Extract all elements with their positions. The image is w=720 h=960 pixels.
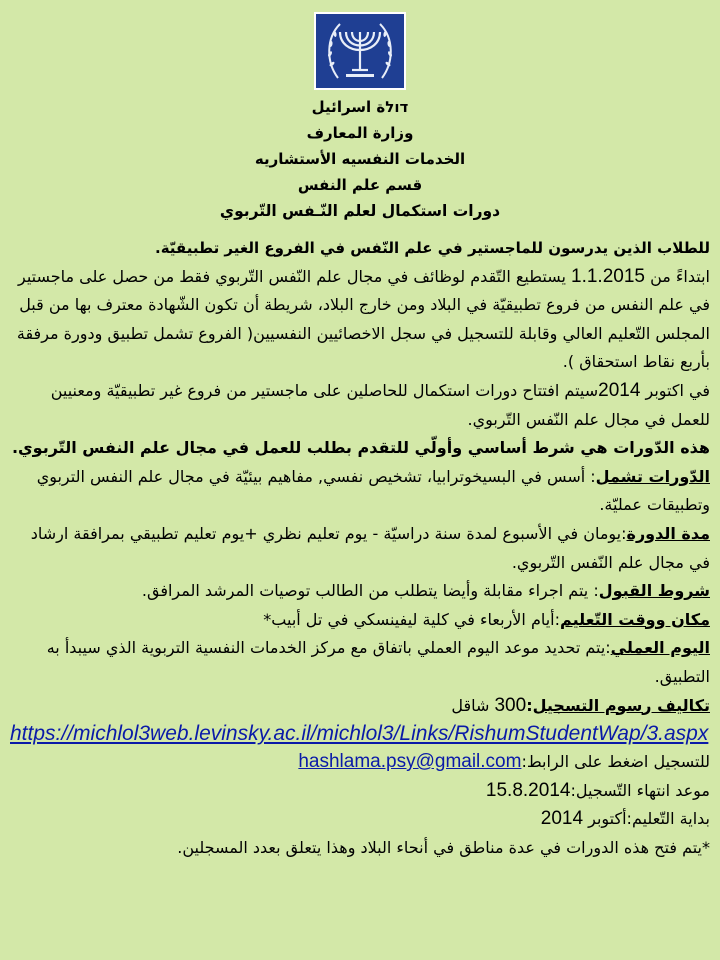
opening-year: 2014 [598,379,641,401]
service-name: الخدمات النفسيه الأستشاريه [254,150,466,168]
registration-link[interactable]: https://michlol3web.levinsky.ac.il/michlol3/Links/RishumStudentWap/3.aspx [10,722,709,746]
opening-paragraph: في اكتوبر 2014سيتم افتتاح دورات استكمال للحاصلين على ماجستير من فروع غير تطبيقيّة ومعنيين للعمل في مجال علم النّفس التّربوي. [50,379,710,429]
footnote: *يتم فتح هذه الدورات في عدة مناطق في أنحاء البلاد وهذا يتعلق بعدد المسجلين. [177,837,710,857]
letterhead [0,94,720,224]
deadline-date: 15.8.2014 [485,779,571,801]
announcement-body [10,234,710,862]
email-link[interactable]: hashlama.psy@gmail.com [298,751,522,773]
condition-statement: هذه الدّورات هي شرط أساسي وأولّي للتقدم بطلب للعمل في مجال علم النفس التّربوي. [11,438,710,458]
menorah-emblem-icon [316,14,404,88]
start-line: بداية التّعليم:أكتوبر 2014 [540,808,710,830]
start-year: 2014 [540,808,584,830]
ministry-name: وزارة المعارف [306,124,414,142]
department-name: قسم علم النفس [297,176,423,194]
location-label: مكان ووقت التّعليم [560,609,710,629]
fees-label: تكاليف رسوم التسجيل [532,695,710,715]
target-audience: للطلاب الذين يدرسون للماجستير في علم النّفس في الفروع الغير تطبيقيّة. [155,239,710,257]
document-title: دورات استكمال لعلم النّـفس التّربوي [219,202,501,220]
fees-amount: 300 [494,694,527,716]
admission-label: شروط القبول [598,581,710,601]
effective-date: 1.1.2015 [571,265,645,287]
fees-section: تكاليف رسوم التسجيل:300 شاقل [451,694,710,716]
courses-section: الدّورات تشمل: أسس في البسيخوترابيا، تشخيص نفسي, مفاهيم بيئيّة في مجال علم النفس التربوي وتطبيقات عمليّة. [36,466,710,515]
intro-paragraph: ابتداءً من 1.1.2015 يستطيع التّقدم لوظائف في مجال علم النّفس التّربوي فقط من حصل على ماجستير في علم النفس من فروع تطبيقيّة في البلاد ومن خارج البلاد، شريطة أن تكون الشّهادة معترف بها من قبل المجلس التّعليم العالي وقابلة للتسجيل في سجل الاخصائيين النفسيين( الفروع تشمل تطبيق ودورة مرفقة بأربع نقاط استحقاق ). [16,265,710,372]
state-name: דולة اسرائيل [311,98,409,116]
register-line: للتسجيل اضغط على الرابط:hashlama.psy@gmail.com [298,751,710,773]
admission-section: شروط القبول: يتم اجراء مقابلة وأيضا يتطلب من الطالب توصيات المرشد المرافق. [141,581,710,601]
practical-day-section: اليوم العملي:يتم تحديد موعد اليوم العملي باتفاق مع مركز الخدمات النفسية التربوية الذي سيبدأ به التطبيق. [46,638,710,686]
practical-day-label: اليوم العملي [610,638,710,658]
duration-label: مدة الدورة [626,523,710,543]
deadline-line: موعد انتهاء التّسجيل:15.8.2014 [485,779,710,801]
courses-label: الدّورات تشمل [595,466,710,486]
location-section: مكان ووقت التّعليم:أيام الأربعاء في كلية ليفينسكي في تل أبيب* [263,609,710,629]
duration-section: مدة الدورة:يومان في الأسبوع لمدة سنة دراسيّة - يوم تعليم نظري +يوم تعليم تطبيقي بمرافقة ارشاد في مجال علم النّفس التّربوي. [30,523,710,572]
state-emblem [316,14,404,88]
